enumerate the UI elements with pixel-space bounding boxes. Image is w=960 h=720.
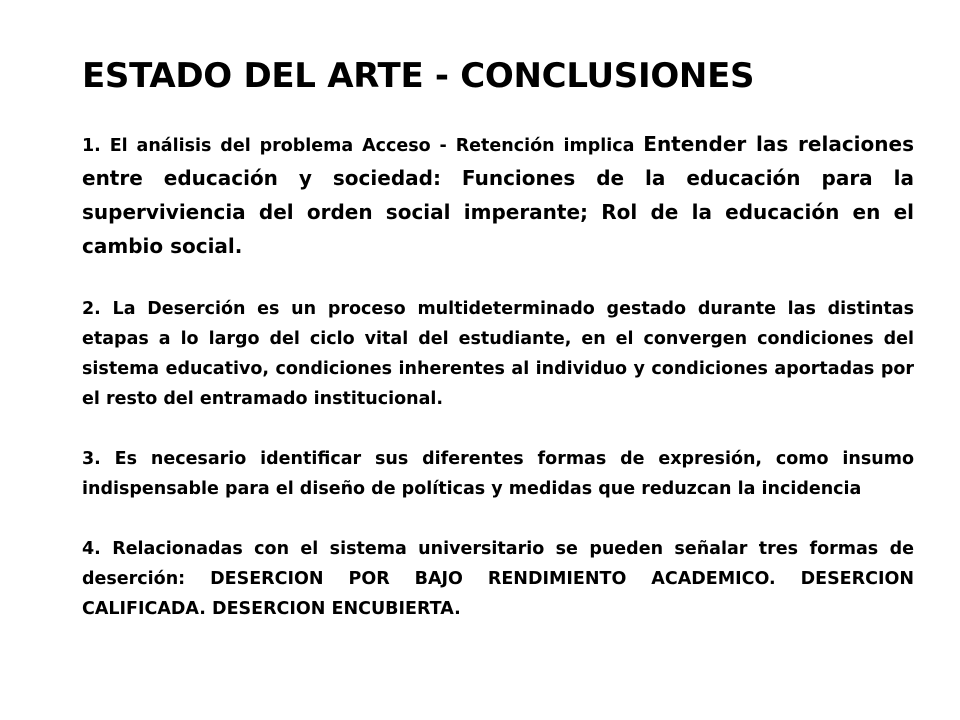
slide-body <box>82 128 914 624</box>
slide-title: ESTADO DEL ARTE - CONCLUSIONES <box>82 56 755 96</box>
conclusion-2: 2. La Deserción es un proceso multideterminado gestado durante las distintas etapas a lo largo del ciclo vital del estudiante, en el convergen condiciones del sistema educativo, condiciones inherentes al individuo y condiciones aportadas por el resto del entramado institucional. <box>82 299 914 409</box>
conclusion-1-lead: 1. El análisis del problema Acceso - Retención implica <box>82 136 644 156</box>
conclusion-4: 4. Relacionadas con el sistema universitario se pueden señalar tres formas de deserción: DESERCION POR BAJO RENDIMIENTO ACADEMICO. DESERCION CALIFICADA. DESERCION ENCUBIERTA. <box>82 539 914 619</box>
conclusion-1-emphasis: Entender las relaciones entre educación y sociedad: Funciones de la educación para la superviviencia del orden social imperante; Rol de la educación en el cambio social. <box>82 132 914 258</box>
conclusion-1 <box>82 128 914 264</box>
conclusion-3: 3. Es necesario identificar sus diferentes formas de expresión, como insumo indispensable para el diseño de políticas y medidas que reduzcan la incidencia <box>82 449 914 499</box>
